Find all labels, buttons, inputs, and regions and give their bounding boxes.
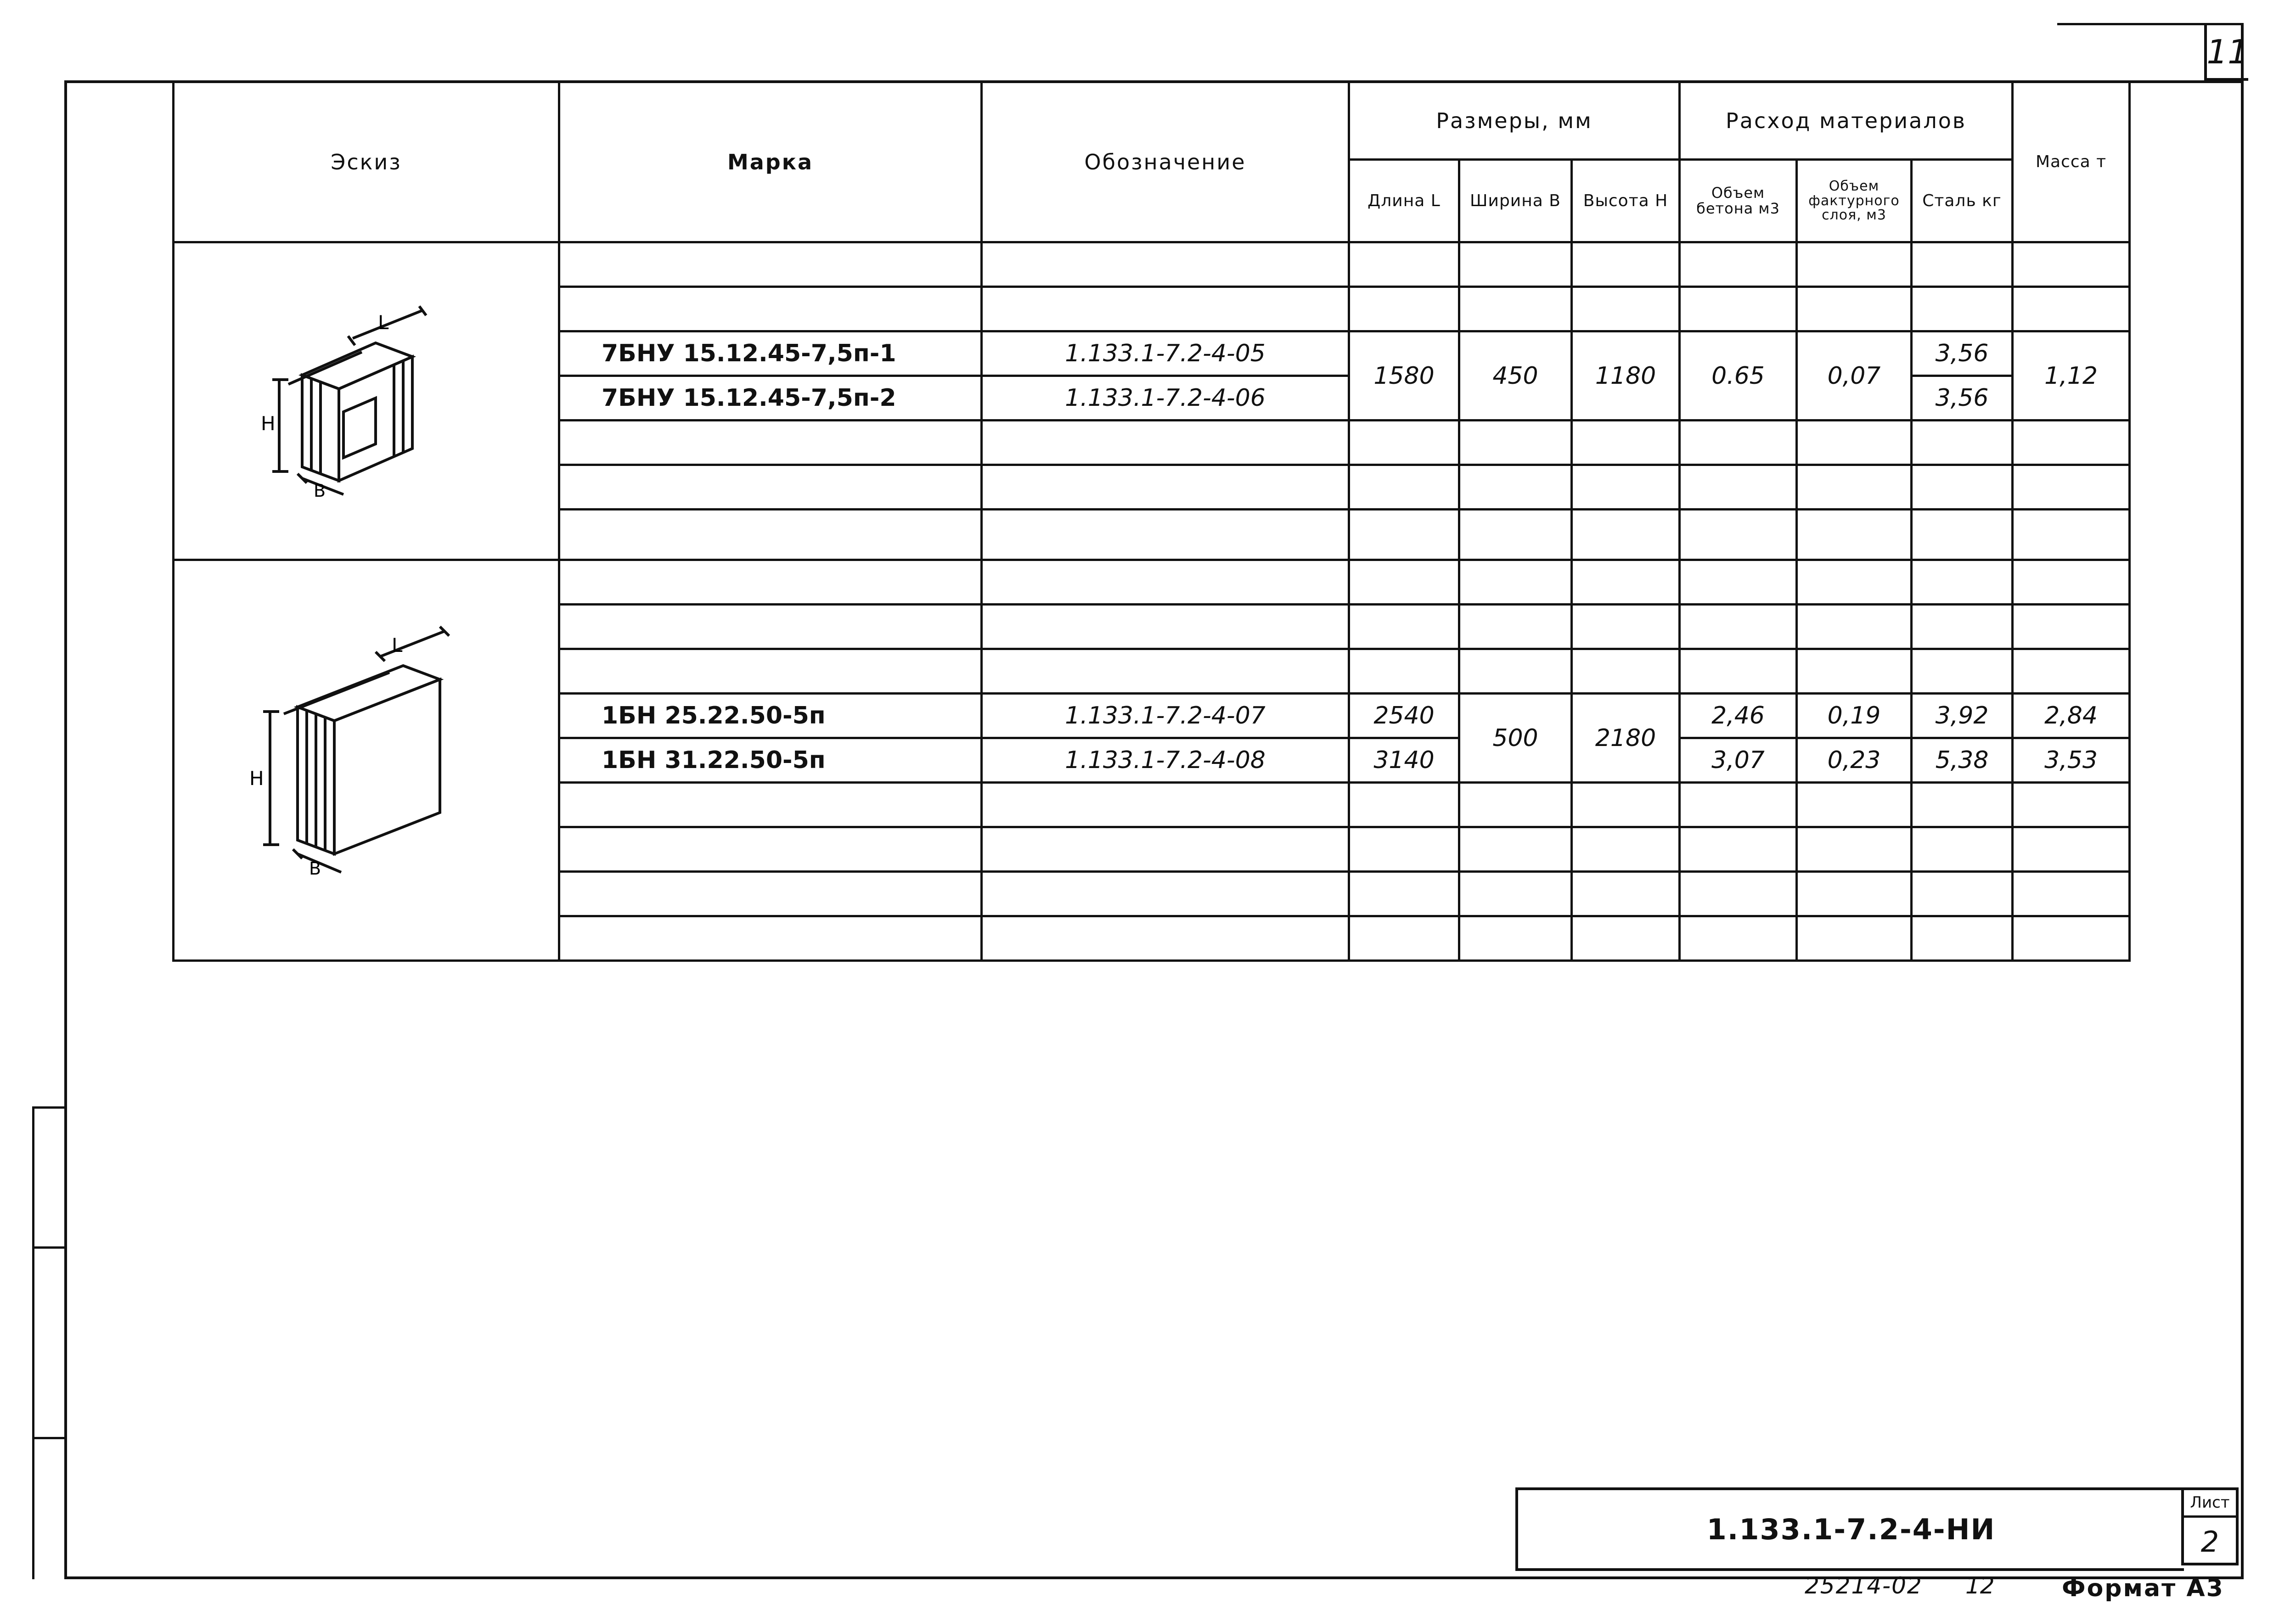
sketch-block-2 (174, 560, 559, 961)
sketch-height-label: H (249, 767, 264, 790)
facing-volume-cell: 0,19 (1797, 694, 1912, 738)
mass-cell: 1,12 (2013, 331, 2130, 421)
steel-cell: 3,56 (1912, 331, 2013, 376)
concrete-volume-cell: 3,07 (1680, 738, 1797, 783)
mass-cell: 2,84 (2013, 694, 2130, 738)
sketch-length-label: L (391, 634, 402, 656)
header-sketch: Эскиз (174, 82, 559, 242)
archive-code: 25214-02 (1805, 1572, 1923, 1599)
header-mass: Масса т (2013, 82, 2130, 242)
binding-mark (32, 1246, 67, 1249)
table-row (174, 560, 2130, 605)
concrete-volume-cell: 0.65 (1680, 331, 1797, 421)
binding-mark (32, 1106, 67, 1109)
block-sketch-2-icon (229, 615, 504, 900)
sketch-width-label: B (309, 858, 321, 879)
archive-page: 12 (1965, 1572, 1995, 1599)
table-row (174, 242, 2130, 287)
sheet-number: 2 (2200, 1525, 2219, 1559)
facing-volume-cell: 0,07 (1797, 331, 1912, 421)
length-cell: 1580 (1349, 331, 1459, 421)
mark-cell: 7БНУ 15.12.45-7,5п-2 (559, 376, 982, 421)
mass-cell: 3,53 (2013, 738, 2130, 783)
designation-cell: 1.133.1-7.2-4-05 (982, 331, 1349, 376)
steel-cell: 3,92 (1912, 694, 2013, 738)
frame-left (64, 80, 67, 1579)
title-block-code: 1.133.1-7.2-4-НИ (1515, 1487, 2184, 1571)
width-cell: 450 (1459, 331, 1572, 421)
designation-cell: 1.133.1-7.2-4-07 (982, 694, 1349, 738)
concrete-volume-cell: 2,46 (1680, 694, 1797, 738)
sketch-block-1 (174, 242, 559, 560)
mark-cell: 7БНУ 15.12.45-7,5п-1 (559, 331, 982, 376)
steel-cell: 5,38 (1912, 738, 2013, 783)
binding-mark (32, 1437, 67, 1439)
header-facing-volume: Объем фактурного слоя, м3 (1797, 160, 1912, 242)
mark-cell: 1БН 31.22.50-5п (559, 738, 982, 783)
paper-format: Формат А3 (2062, 1575, 2224, 1602)
spec-table (172, 80, 2131, 962)
corner-page-number: 11 (2204, 25, 2248, 81)
header-dimensions: Размеры, мм (1349, 82, 1680, 160)
block-sketch-1-icon (238, 292, 495, 504)
title-block-sheet (2181, 1487, 2239, 1565)
facing-volume-cell: 0,23 (1797, 738, 1912, 783)
sketch-width-label: B (313, 481, 326, 501)
header-concrete-volume: Объем бетона м3 (1680, 160, 1797, 242)
header-steel: Сталь кг (1912, 160, 2013, 242)
frame-right (2241, 23, 2244, 1579)
header-length: Длина L (1349, 160, 1459, 242)
header-width: Ширина B (1459, 160, 1572, 242)
sketch-height-label: H (260, 412, 276, 435)
height-cell: 2180 (1572, 694, 1680, 783)
header-designation: Обозначение (982, 82, 1349, 242)
mark-cell: 1БН 25.22.50-5п (559, 694, 982, 738)
header-height: Высота H (1572, 160, 1680, 242)
length-cell: 2540 (1349, 694, 1459, 738)
binding-strip (32, 1106, 34, 1579)
height-cell: 1180 (1572, 331, 1680, 421)
sketch-length-label: L (377, 311, 388, 334)
header-consumption: Расход материалов (1680, 82, 2013, 160)
designation-cell: 1.133.1-7.2-4-06 (982, 376, 1349, 421)
header-mark: Марка (559, 82, 982, 242)
sheet-label: Лист (2184, 1490, 2236, 1518)
steel-cell: 3,56 (1912, 376, 2013, 421)
length-cell: 3140 (1349, 738, 1459, 783)
width-cell: 500 (1459, 694, 1572, 783)
designation-cell: 1.133.1-7.2-4-08 (982, 738, 1349, 783)
